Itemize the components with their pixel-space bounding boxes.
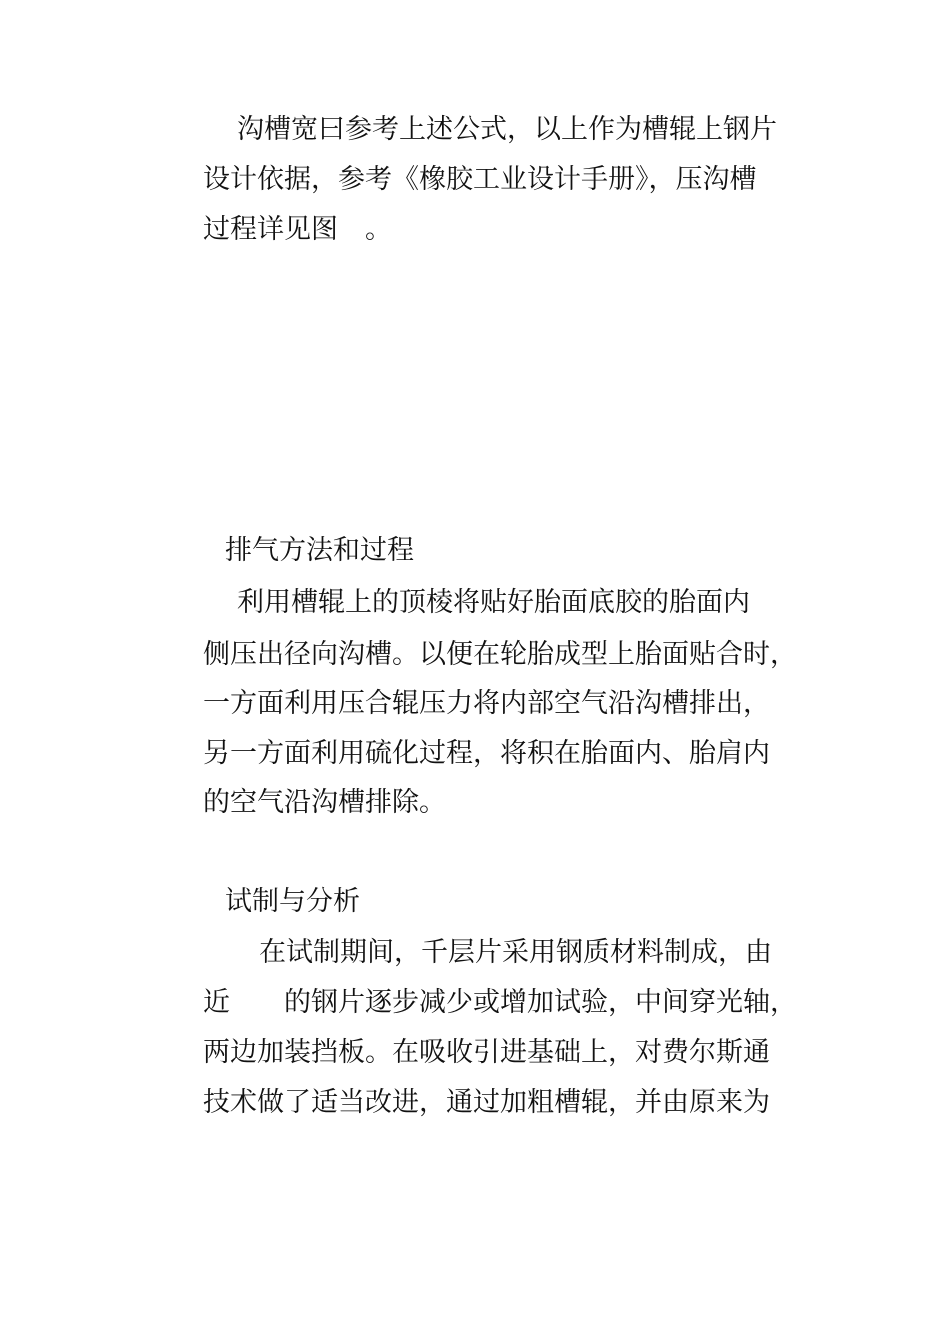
paragraph-line: 侧压出径向沟槽。以便在轮胎成型上胎面贴合时， [203,639,797,670]
paragraph-line: 两边加装挡板。在吸收引进基础上，对费尔斯通 [203,1037,770,1068]
paragraph-line: 利用槽辊上的顶棱将贴好胎面底胶的胎面内 [237,587,750,618]
paragraph-line: 沟槽宽曰参考上述公式，以上作为槽辊上钢片 [237,114,777,145]
paragraph-line: 近 的钢片逐步减少或增加试验，中间穿光轴， [203,987,797,1018]
paragraph-line: 一方面利用压合辊压力将内部空气沿沟槽排出， [203,688,770,719]
paragraph-line: 另一方面利用硫化过程，将积在胎面内、胎肩内 [203,738,770,769]
paragraph-line: 在试制期间，千层片采用钢质材料制成，由 [259,937,772,968]
paragraph-line: 设计依据，参考《橡胶工业设计手册》，压沟槽 [203,164,757,195]
paragraph-line: 技术做了适当改进，通过加粗槽辊，并由原来为 [203,1087,770,1118]
section-heading-trial: 试制与分析 [225,886,360,917]
paragraph-line: 过程详见图 。 [203,214,392,245]
paragraph-line: 的空气沿沟槽排除。 [203,787,446,818]
section-heading-exhaust: 排气方法和过程 [225,535,414,566]
